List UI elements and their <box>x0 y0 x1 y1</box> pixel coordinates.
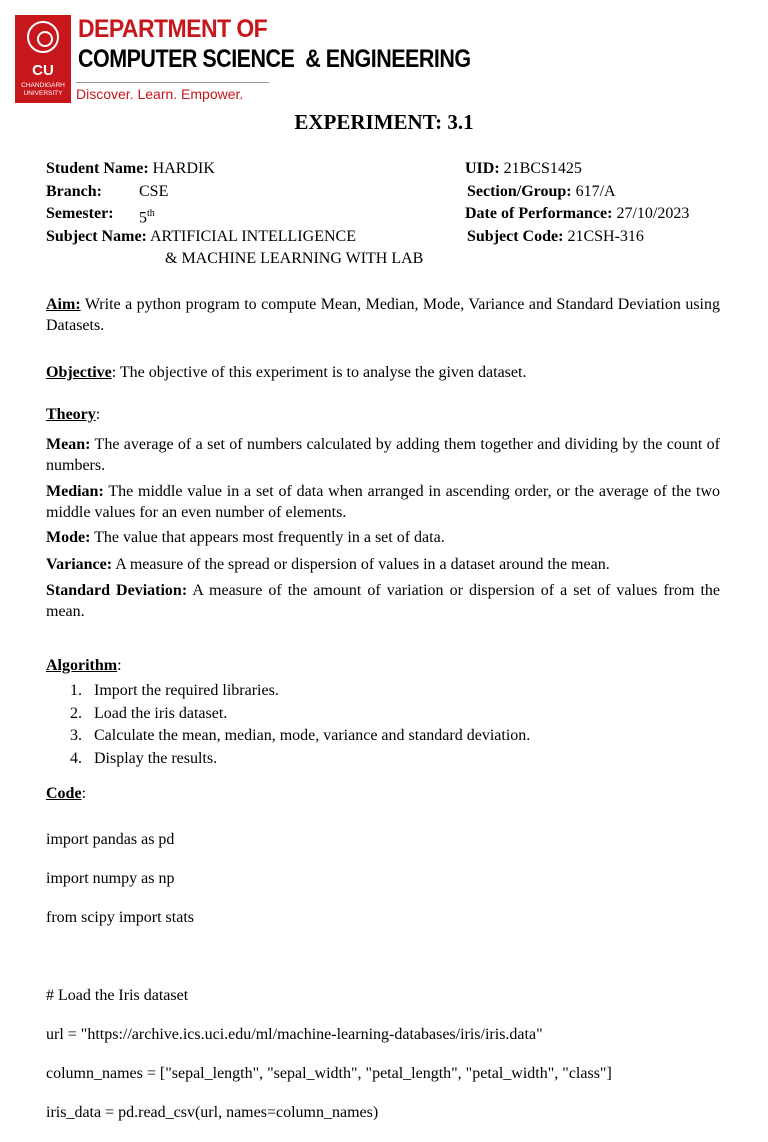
algorithm-step-text: Import the required libraries. <box>94 682 279 699</box>
code-line: # Load the Iris dataset <box>46 986 189 1004</box>
theory-heading <box>46 404 720 425</box>
date-value: 27/10/2023 <box>616 205 690 222</box>
semester-label: Semester: <box>46 205 114 222</box>
section-value: 617/A <box>575 183 616 200</box>
aim-label: Aim: <box>46 296 81 313</box>
semester-row <box>46 203 114 225</box>
algorithm-step: 2. Load the iris dataset. <box>70 704 228 722</box>
algorithm-step: 1. Import the required libraries. <box>70 682 279 699</box>
theory-text: The value that appears most frequently in a set of data. <box>94 529 445 546</box>
theory-item <box>46 481 720 523</box>
theory-item <box>46 527 720 548</box>
emblem-icon <box>27 21 59 53</box>
subject-name-line1: ARTIFICIAL INTELLIGENCE <box>150 228 356 245</box>
theory-item <box>46 434 720 476</box>
code-line: import numpy as np <box>46 869 175 887</box>
semester-suffix: th <box>147 208 155 219</box>
theory-term: Standard Deviation: <box>46 582 188 599</box>
objective-section <box>46 362 720 383</box>
code-colon: : <box>81 785 87 802</box>
code-line: url = "https://archive.ics.uci.edu/ml/machine-learning-databases/iris/iris.data" <box>46 1025 543 1043</box>
subject-code-row <box>467 226 644 248</box>
algorithm-step-text: Load the iris dataset. <box>94 704 228 722</box>
section-label: Section/Group: <box>467 183 572 200</box>
theory-term: Mode: <box>46 529 91 546</box>
subject-name-row <box>46 226 356 248</box>
branch-row <box>46 181 102 203</box>
experiment-title: EXPERIMENT: 3.1 <box>294 110 474 134</box>
student-name-value: HARDIK <box>152 160 215 177</box>
theory-text: The average of a set of numbers calculated by adding them together and dividing by the count of numbers. <box>46 436 721 474</box>
objective-label: Objective <box>46 364 112 381</box>
student-name-label: Student Name: <box>46 160 149 177</box>
code-heading <box>46 783 720 804</box>
algorithm-step-text: Display the results. <box>94 749 218 767</box>
algorithm-step: 4. Display the results. <box>70 749 218 767</box>
university-logo <box>15 15 71 103</box>
aim-section <box>46 294 720 336</box>
theory-term: Median: <box>46 483 104 500</box>
aim-text: Write a python program to compute Mean, Median, Mode, Variance and Standard Deviation using Datasets. <box>46 296 720 334</box>
date-row <box>465 203 689 225</box>
semester-number: 5 <box>139 209 147 227</box>
theory-label: Theory <box>46 406 96 423</box>
algorithm-label: Algorithm <box>46 657 118 674</box>
code-line: iris_data = pd.read_csv(url, names=column_names) <box>46 1103 379 1121</box>
objective-text: : The objective of this experiment is to analyse the given dataset. <box>111 364 527 381</box>
theory-term: Mean: <box>46 436 91 453</box>
code-line <box>46 947 612 967</box>
code-label: Code <box>46 785 82 802</box>
code-line: column_names = ["sepal_length", "sepal_width", "petal_length", "petal_width", "class"] <box>46 1064 612 1082</box>
theory-colon: : <box>95 406 101 423</box>
theory-text: A measure of the spread or dispersion of values in a dataset around the mean. <box>115 556 610 573</box>
tagline: Discover. Learn. Empower. <box>76 86 244 102</box>
theory-term: Variance: <box>46 556 113 573</box>
code-line: import pandas as pd <box>46 830 175 848</box>
uid-value: 21BCS1425 <box>503 160 582 177</box>
theory-item <box>46 580 720 622</box>
uid-row <box>465 158 582 180</box>
algorithm-steps <box>70 680 530 770</box>
department-line2: COMPUTER SCIENCE & ENGINEERING <box>78 45 471 73</box>
algorithm-step-text: Calculate the mean, median, mode, variance and standard deviation. <box>94 727 531 744</box>
subject-name-label: Subject Name: <box>46 228 147 245</box>
code-block <box>46 810 612 1142</box>
header-divider <box>76 82 269 83</box>
logo-subtext: CHANDIGARH UNIVERSITY <box>21 82 65 97</box>
branch-value: CSE <box>139 183 169 200</box>
logo-text: CU <box>32 62 54 79</box>
subject-code-value: 21CSH-316 <box>567 228 644 245</box>
student-name-row <box>46 158 215 180</box>
algorithm-colon: : <box>117 657 122 674</box>
algorithm-step: 3. Calculate the mean, median, mode, variance and standard deviation. <box>70 727 531 744</box>
department-line1: DEPARTMENT OF <box>78 15 268 43</box>
subject-code-label: Subject Code: <box>467 228 564 245</box>
subject-name-line2: & MACHINE LEARNING WITH LAB <box>165 250 424 267</box>
code-line: from scipy import stats <box>46 908 194 926</box>
uid-label: UID: <box>465 160 500 177</box>
theory-item <box>46 554 720 575</box>
date-label: Date of Performance: <box>465 205 613 222</box>
branch-label: Branch: <box>46 183 102 200</box>
section-row <box>467 181 616 203</box>
theory-text: The middle value in a set of data when arranged in ascending order, or the average of the two middle values for an even number of elements. <box>46 483 720 521</box>
algorithm-heading <box>46 655 720 676</box>
theory-text: A measure of the amount of variation or dispersion of a set of values from the mean. <box>46 582 721 620</box>
